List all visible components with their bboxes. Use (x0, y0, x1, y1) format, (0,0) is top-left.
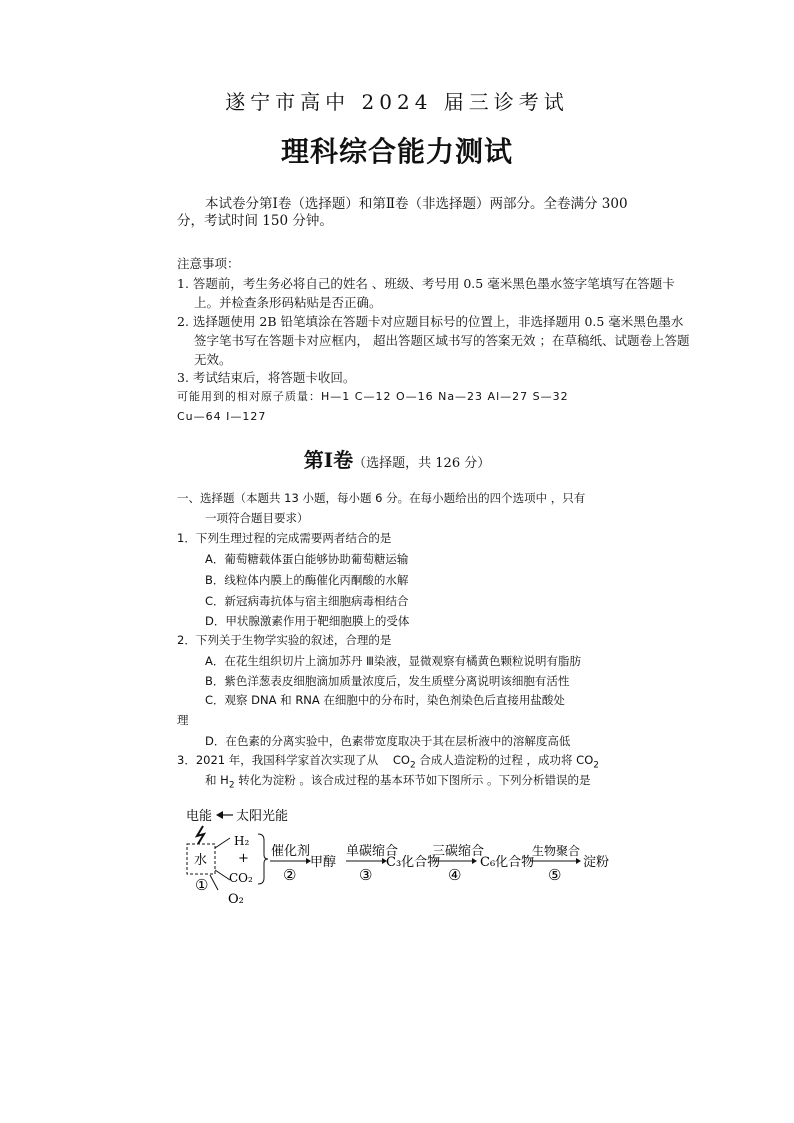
atomic-mass-line-1: 可能用到的相对原子质量：H—1 C—12 O—16 Na—23 Al—27 S—32 (177, 390, 569, 403)
q3-co2-sub-a: 2 (409, 760, 416, 771)
note-1-line-2: 上。并检查条形码粘贴是否正确。 (194, 295, 382, 310)
section-1-subtitle: （选择题，共 126 分） (353, 456, 491, 471)
q2-option-c-line-1: C．观察 DNA 和 RNA 在细胞中的分布时，染色剂染色后直接用盐酸处 (205, 693, 565, 707)
c6-compound-label: C₆化合物 (480, 855, 535, 870)
q1-option-d: D．甲状腺激素作用于靶细胞膜上的受体 (205, 614, 410, 628)
starch-synthesis-diagram (170, 800, 630, 910)
bio-polymer-label: 生物聚合 (532, 844, 581, 858)
q1-stem: 1．下列生理过程的完成需要两者结合的是 (177, 531, 392, 545)
solar-arrow-head (216, 811, 223, 819)
step-3-number: ③ (359, 866, 373, 884)
section-1-title (0, 444, 794, 473)
q2-stem: 2．下列关于生物学实验的叙述，合理的是 (177, 633, 392, 647)
brace (258, 834, 268, 884)
step-2-number: ② (283, 866, 297, 884)
single-carbon-label: 单碳缩合 (346, 844, 399, 859)
q1-option-a: A．葡萄糖载体蛋白能够协助葡萄糖运输 (205, 552, 409, 566)
step-5-number: ⑤ (548, 866, 562, 884)
exam-title: 遂宁市高中 2024 届三诊考试 (225, 90, 569, 114)
catalyst-label: 催化剂 (271, 844, 311, 859)
section-instruction-line-1: 一、选择题（本题共 13 小题，每小题 6 分。在每小题给出的四个选项中 ，只有 (177, 491, 586, 505)
starch-label: 淀粉 (583, 855, 610, 870)
step-4-number: ④ (448, 866, 462, 884)
water-label: 水 (194, 853, 208, 868)
notes-heading: 注意事项： (177, 256, 240, 271)
q2-option-b: B．紫色洋葱表皮细胞滴加质量浓度后，发生质壁分离说明该细胞有活性 (205, 674, 570, 688)
note-1-line-1: 1. 答题前，考生务必将自己的姓名 、班级、考号用 0.5 毫米黑色墨水签字笔填写在答题卡 (177, 276, 675, 291)
q3-stem-line2-b: 转化为淀粉 。该合成过程的基本环节如下图所示 。下列分析错误的是 (238, 773, 591, 787)
h2-label: H₂ (234, 834, 250, 848)
q3-co2-a: CO (392, 753, 410, 767)
note-2-line-1: 2. 选择题使用 2B 铅笔填涂在答题卡对应题目标号的位置上，非选择题用 0.5 毫米黑色墨水 (177, 314, 684, 329)
q1-option-c: C．新冠病毒抗体与宿主细胞病毒相结合 (205, 594, 409, 608)
q3-stem-line2-a: 和 H (205, 773, 229, 787)
branch-h2 (215, 838, 230, 848)
intro-line-1: 本试卷分第Ⅰ卷（选择题）和第Ⅱ卷（非选择题）两部分。全卷满分 300 (205, 196, 628, 212)
section-instruction-line-2: 一项符合题目要求） (205, 511, 309, 525)
q3-stem-line-2 (205, 772, 591, 790)
q3-stem-part-a: 3．2021 年，我国科学家首次实现了从 (177, 753, 379, 767)
methanol-label: 甲醇 (310, 855, 337, 870)
q3-co2-sub-b: 2 (593, 760, 599, 771)
subject-title: 理科综合能力测试 (280, 135, 513, 168)
section-1-label: 第Ⅰ卷 (303, 448, 354, 472)
branch-o2 (210, 875, 218, 890)
intro-line-2: 分，考试时间 150 分钟。 (177, 213, 333, 229)
step-1-number: ① (195, 876, 209, 894)
note-3: 3. 考试结束后，将答题卡收回。 (177, 370, 356, 385)
q2-option-d: D．在色素的分离实验中，色素带宽度取决于其在层析液中的溶解度高低 (205, 734, 571, 748)
c3-compound-label: C₃化合物 (386, 855, 441, 870)
q3-stem-part-c: 合成人造淀粉的过程 ，成功将 CO (419, 753, 594, 767)
note-2-line-2: 签字笔书写在答题卡对应框内， 超出答题区域书写的答案无效 ；在草稿纸、试题卷上答题 (194, 333, 690, 348)
q2-option-a: A．在花生组织切片上滴加苏丹 Ⅲ染液，显微观察有橘黄色颗粒说明有脂肪 (205, 654, 581, 668)
q2-option-c-line-2: 理 (177, 713, 189, 727)
q3-stem-line-1 (177, 752, 599, 770)
lightning-icon (197, 826, 204, 844)
three-carbon-label: 三碳缩合 (432, 844, 485, 859)
arrow-5-head (576, 858, 581, 864)
q3-h2-sub: 2 (228, 780, 235, 791)
o2-label: O₂ (228, 892, 244, 907)
note-2-line-3: 无效。 (194, 352, 232, 367)
electric-energy-label: 电能 (186, 809, 213, 824)
q1-option-b: B．线粒体内膜上的酶催化丙酮酸的水解 (205, 573, 409, 587)
co2-label: CO₂ (229, 871, 253, 885)
solar-energy-label: 太阳光能 (236, 809, 289, 824)
branch-co2 (215, 870, 230, 880)
plus-label: + (238, 851, 249, 866)
atomic-mass-line-2: Cu—64 I—127 (177, 410, 267, 423)
